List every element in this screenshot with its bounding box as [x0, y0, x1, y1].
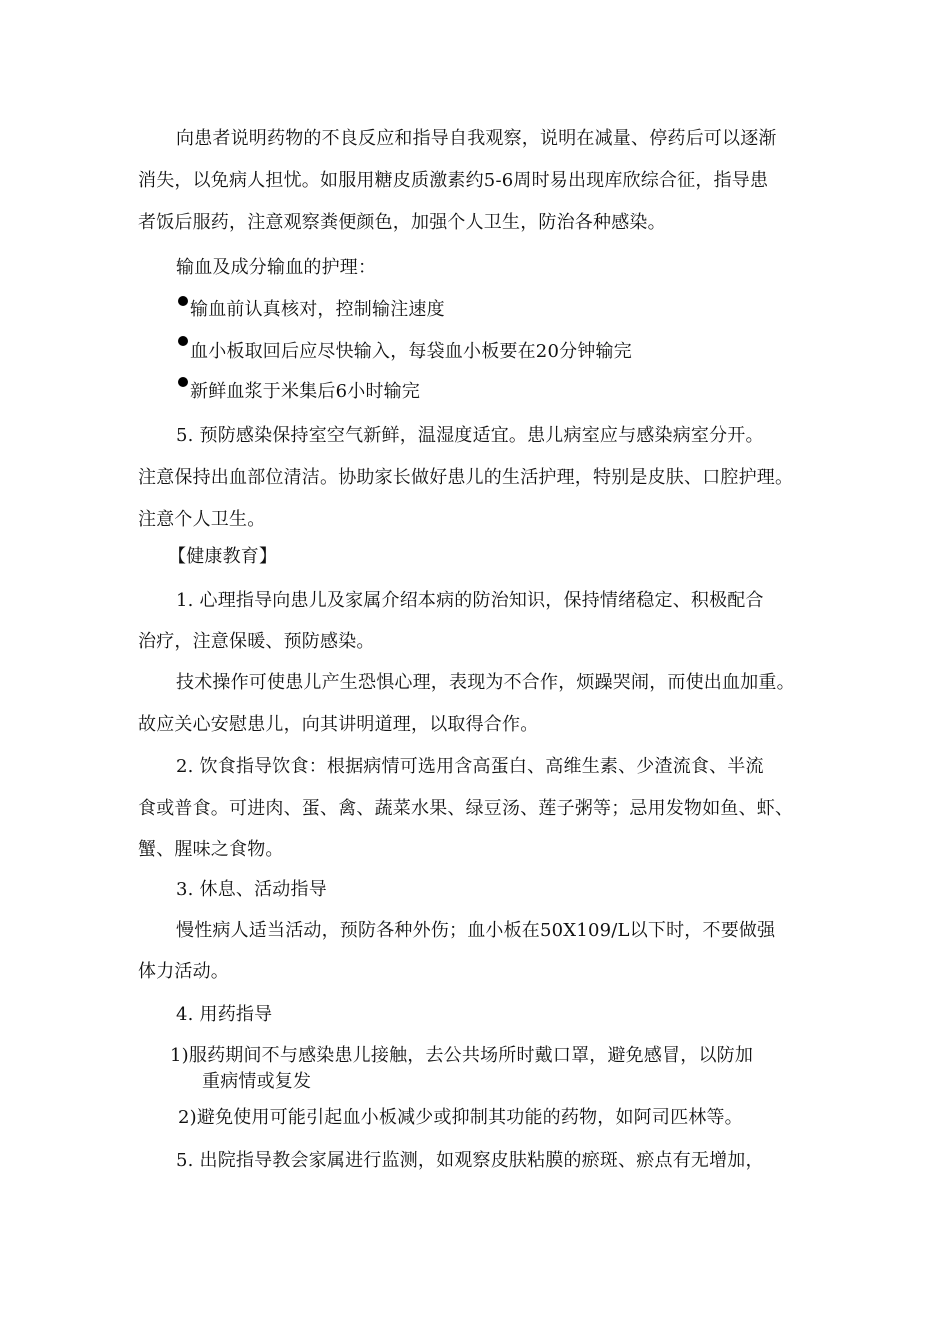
bullet-item: 输血前认真核对，控制输注速度: [190, 299, 445, 320]
bullet-item: 新鲜血浆于米集后6小时输完: [190, 381, 421, 402]
paragraph-line: 体力活动。: [138, 961, 229, 982]
list-item-continuation: 重病情或复发: [202, 1071, 312, 1092]
list-item: 1)服药期间不与感染患儿接触，去公共场所时戴口罩，避免感冒，以防加: [170, 1045, 754, 1066]
paragraph-line: 食或普食。可进肉、蛋、禽、蔬菜水果、绿豆汤、莲子粥等；忌用发物如鱼、虾、: [138, 798, 794, 819]
bullet-icon: [178, 336, 188, 346]
paragraph-line: 5. 出院指导教会家属进行监测，如观察皮肤粘膜的瘀斑、瘀点有无增加，: [176, 1150, 764, 1171]
paragraph-line: 1. 心理指导向患儿及家属介绍本病的防治知识，保持情绪稳定、积极配合: [176, 590, 764, 611]
paragraph-line: 4. 用药指导: [176, 1004, 273, 1025]
paragraph-line: 5. 预防感染保持室空气新鲜，温湿度适宜。患儿病室应与感染病室分开。: [176, 425, 764, 446]
bullet-item: 血小板取回后应尽快输入，每袋血小板要在20分钟输完: [190, 341, 632, 362]
paragraph-line: 注意保持出血部位清洁。协助家长做好患儿的生活护理，特别是皮肤、口腔护理。: [138, 467, 794, 488]
paragraph-line: 向患者说明药物的不良反应和指导自我观察，说明在减量、停药后可以逐渐: [176, 128, 777, 149]
paragraph-line: 消失，以免病人担忧。如服用糖皮质激素约5-6周时易出现库欣综合征，指导患: [138, 170, 769, 191]
section-heading: 【健康教育】: [168, 546, 278, 567]
bullet-icon: [178, 296, 188, 306]
paragraph-line: 治疗，注意保暖、预防感染。: [138, 631, 375, 652]
paragraph-line: 慢性病人适当活动，预防各种外伤；血小板在50X109/L以下时，不要做强: [176, 920, 776, 941]
bullet-icon: [178, 377, 188, 387]
paragraph-line: 蟹、腥味之食物。: [138, 839, 284, 860]
paragraph-line: 3. 休息、活动指导: [176, 879, 327, 900]
paragraph-line: 注意个人卫生。: [138, 509, 266, 530]
list-item: 2)避免使用可能引起血小板减少或抑制其功能的药物，如阿司匹林等。: [178, 1107, 743, 1128]
paragraph-line: 技术操作可使患儿产生恐惧心理，表现为不合作，烦躁哭闹，而使出血加重。: [176, 672, 795, 693]
section-heading: 输血及成分输血的护理：: [176, 257, 377, 278]
paragraph-line: 故应关心安慰患儿，向其讲明道理，以取得合作。: [138, 714, 539, 735]
paragraph-line: 2. 饮食指导饮食：根据病情可选用含高蛋白、高维生素、少渣流食、半流: [176, 756, 764, 777]
paragraph-line: 者饭后服药，注意观察粪便颜色，加强个人卫生，防治各种感染。: [138, 212, 666, 233]
